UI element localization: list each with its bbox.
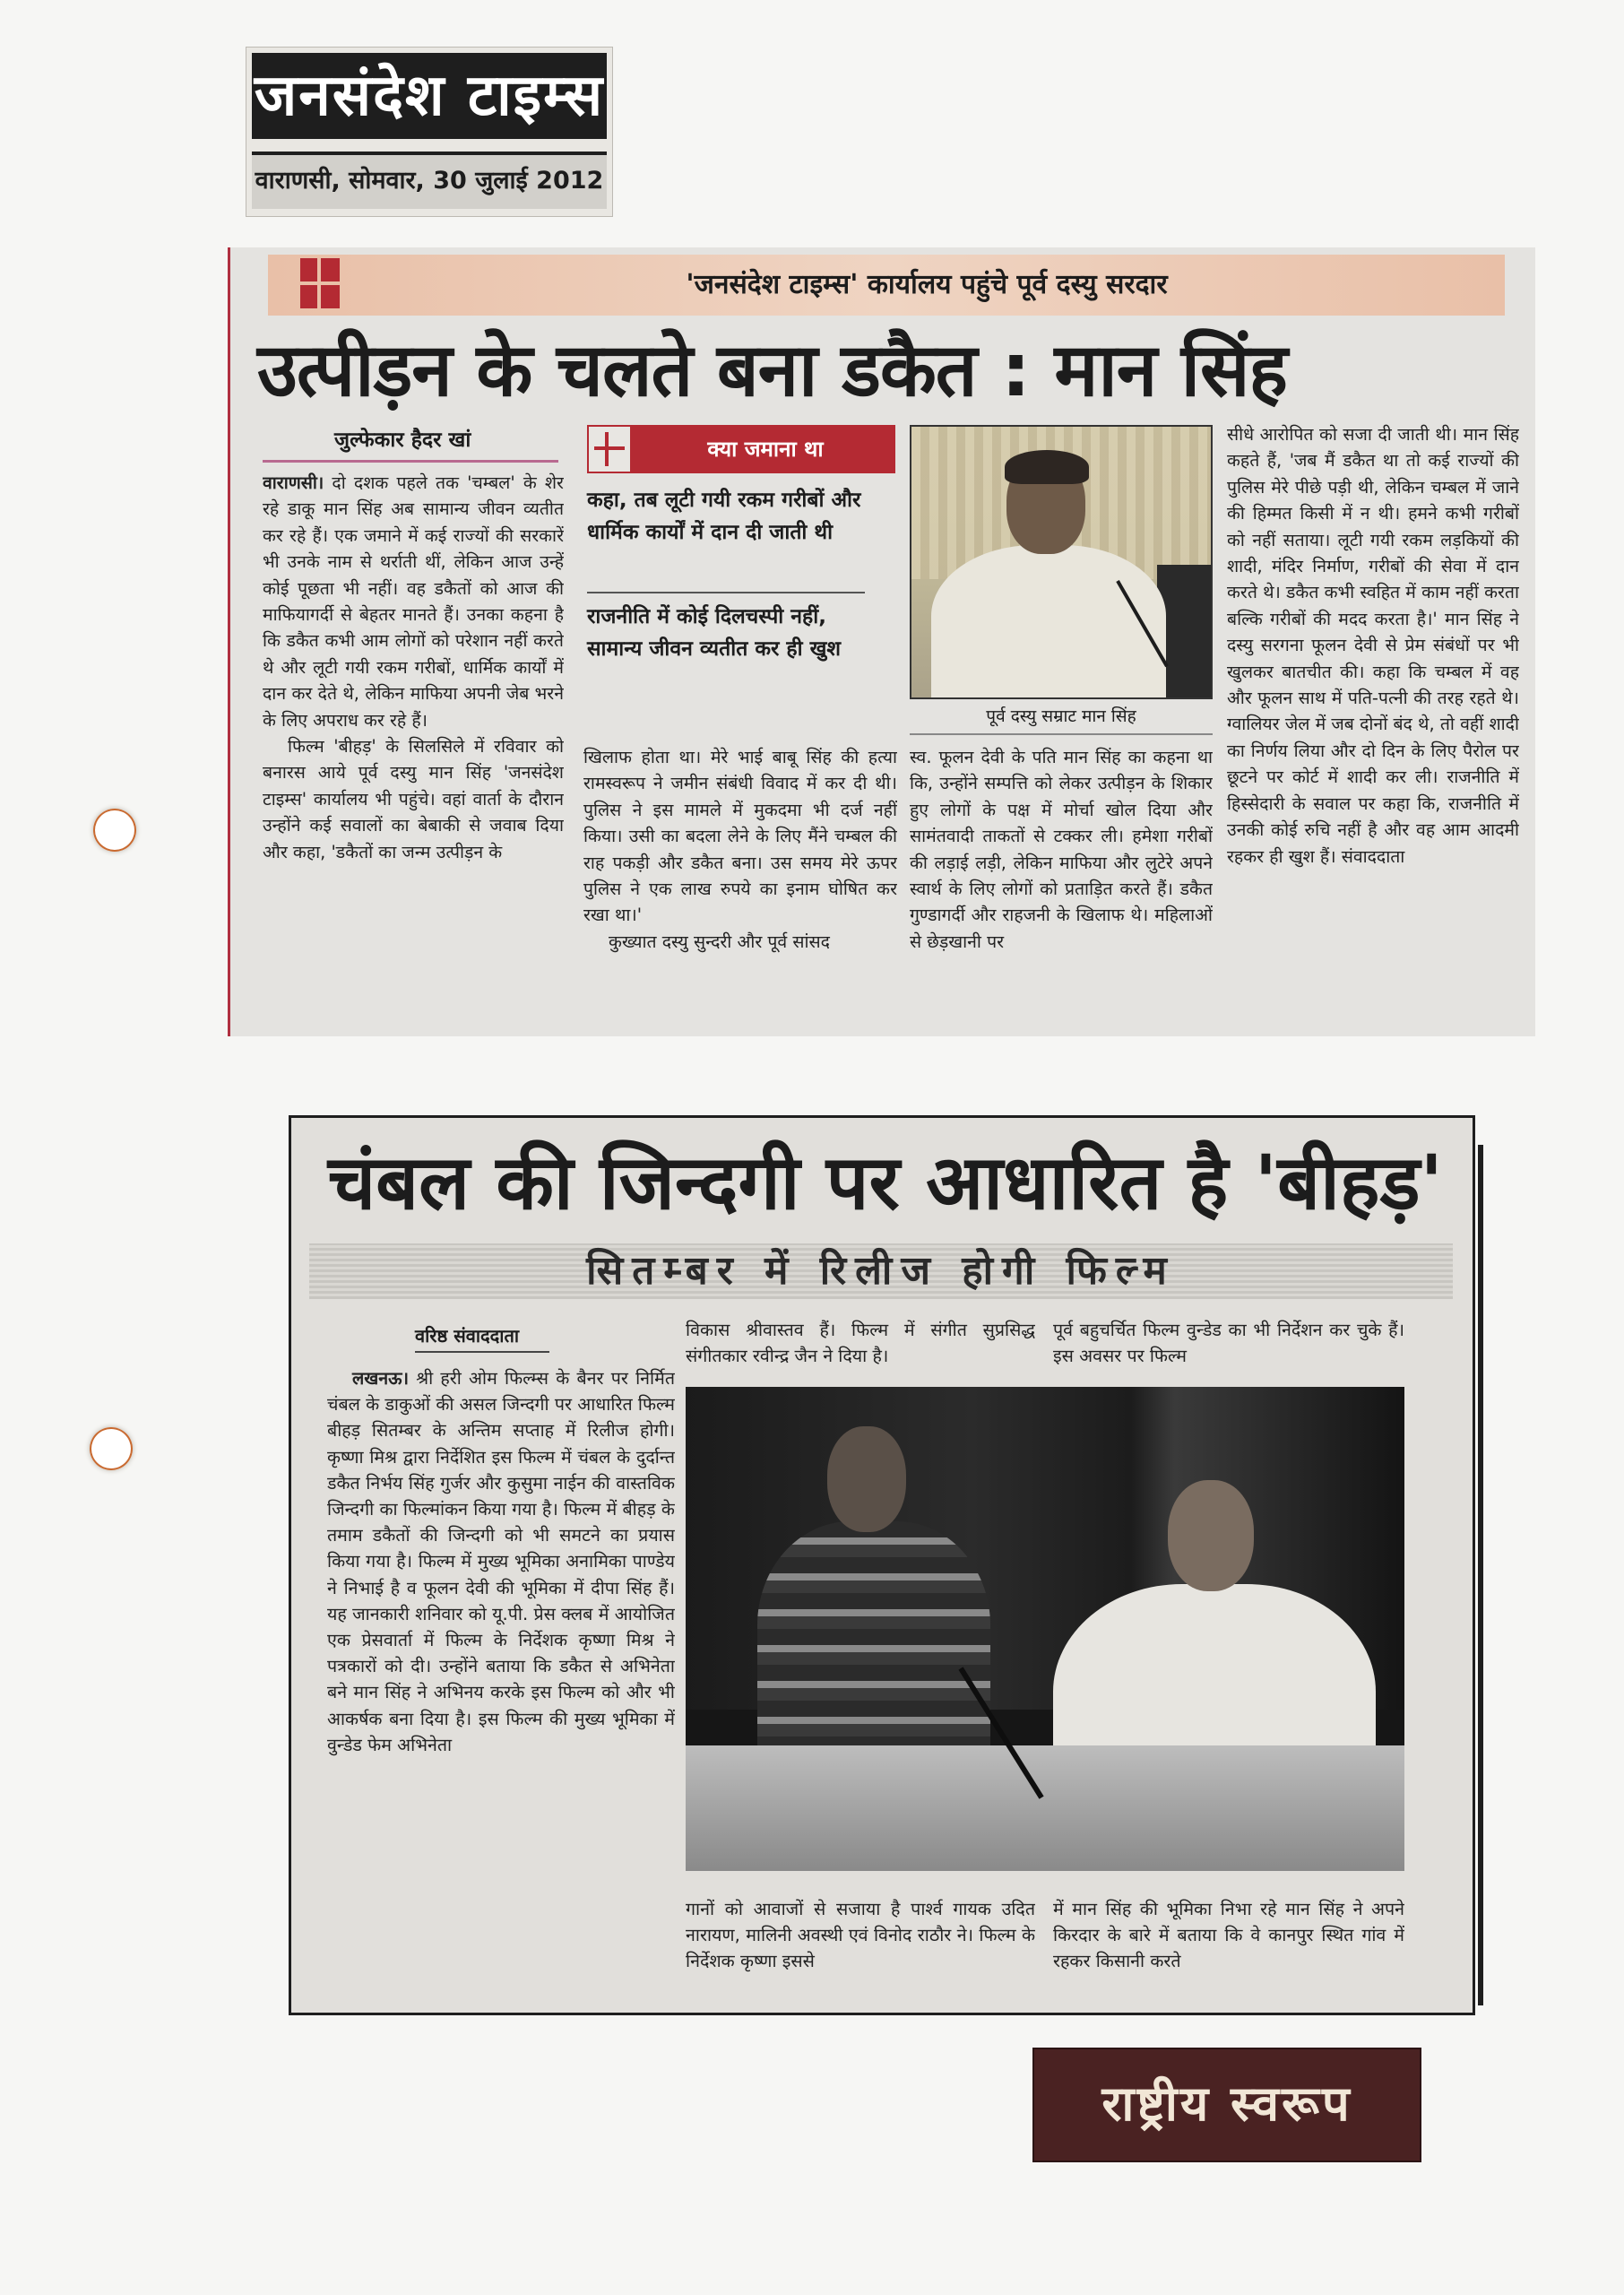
quote-2: राजनीति में कोई दिलचस्पी नहीं, सामान्य जीवन व्यतीत कर ही खुश (587, 605, 842, 661)
masthead-rashtriya-swaroop: राष्ट्रीय स्वरूप (1032, 2048, 1421, 2162)
paragraph: फिल्म 'बीहड़' के सिलसिले में रविवार को बनारस आये पूर्व दस्यु मान सिंह 'जनसंदेश टाइम्स' कार्यालय भी पहुंचे। वहां वार्ता के दौरान उन्होंने कई सवालों का बेबाकी से जवाब दिया और कहा, 'डकैतों का जन्म उत्पीड़न के (263, 736, 564, 862)
section-icon (300, 258, 340, 308)
dateline: वाराणसी, सोमवार, 30 जुलाई 2012 (252, 152, 607, 209)
headline: उत्पीड़न के चलते बना डकैत : मान सिंह (257, 328, 1287, 413)
punch-hole (90, 1427, 133, 1470)
paragraph: स्व. फूलन देवी के पति मान सिंह का कहना था कि, उन्होंने सम्पत्ति को लेकर उत्पीड़न के शिकार हुए लोगों के पक्ष में मोर्चा खोल दिया और सामंतवादी ताकतों से टक्कर ली। हमेशा गरीबों की लड़ाई लड़ी, लेकिन माफिया और लुटेरे अपने स्वार्थ के लिए लोगों को प्रताड़ित करते हैं। डकैत गुण्डागर्दी और राहजनी के खिलाफ थे। महिलाओं से छेड़खानी पर (910, 747, 1213, 952)
photo-caption: पूर्व दस्यु सम्राट मान सिंह (910, 699, 1213, 735)
dateline-lead: वाराणसी। (263, 472, 324, 493)
paragraph: पूर्व बहुचर्चित फिल्म वुन्डेड का भी निर्देशन कर चुके हैं। इस अवसर पर फिल्म (1053, 1320, 1404, 1367)
byline: जुल्फेकार हैदर खां (263, 418, 558, 463)
section-icon (589, 427, 630, 472)
punch-hole (93, 809, 136, 852)
quote-box-title: क्या जमाना था (707, 437, 824, 462)
paragraph: कुख्यात दस्यु सुन्दरी और पूर्व सांसद (609, 931, 830, 952)
article-column-4 (1227, 421, 1519, 1027)
article-column-2-bottom (686, 1896, 1035, 1982)
article-column-2-top (686, 1317, 1035, 1380)
article-column-3 (910, 744, 1213, 1013)
subheadline: सितम्बर में रिलीज होगी फिल्म (309, 1243, 1453, 1299)
paragraph: सीधे आरोपित को सजा दी जाती थी। मान सिंह कहते हैं, 'जब मैं डकैत था तो कई राज्यों की पुलिस मेरे पीछे पड़ी थी, लेकिन चम्बल में जाने की हिम्मत किसी में न थी। हमने कभी गरीबों को नहीं सताया। लूटी गयी रकम लड़कियों की शादी, मंदिर निर्माण, गरीबों की सेवा में दान करते थे। डकैत कभी स्वहित में काम नहीं करता बल्कि गरीबों की मदद करता है।' मान सिंह ने दस्यु सरगना फूलन देवी से प्रेम संबंधों पर भी खुलकर बातचीत की। कहा कि चम्बल में वह और फूलन साथ में पति-पत्नी की तरह रहते थे। ग्वालियर जेल में जब दोनों बंद थे, तो वहीं शादी का निर्णय लिया और दो दिन के लिए पैरोल पर छूटने पर कोर्ट में शादी कर ली। राजनीति में हिस्सेदारी के सवाल पर कहा कि, राजनीति में उनकी कोई रुचि नहीं है और वह आम आदमी रहकर ही खुश हैं। संवाददाता (1227, 424, 1519, 867)
paragraph: विकास श्रीवास्तव हैं। फिल्म में संगीत सुप्रसिद्ध संगीतकार रवीन्द्र जैन ने दिया है। (686, 1320, 1035, 1367)
headline: चंबल की जिन्दगी पर आधारित है 'बीहड़' (327, 1139, 1444, 1226)
article-column-3-top (1053, 1317, 1404, 1380)
photo-man-singh (910, 425, 1213, 699)
quote-box-header (587, 425, 895, 473)
paragraph: गानों को आवाजों से सजाया है पार्श्व गायक उदित नारायण, मालिनी अवस्थी एवं विनोद राठौर ने। फिल्म के निर्देशक कृष्णा इससे (686, 1899, 1035, 1972)
newspaper-name: जनसंदेश टाइम्स (252, 53, 607, 139)
article-clipping-2 (289, 1115, 1475, 2015)
press-conference-photo (686, 1387, 1404, 1871)
article-column-1 (327, 1365, 675, 1984)
quote-box (587, 425, 895, 701)
quote-1: कहा, तब लूटी गयी रकम गरीबों और धार्मिक कार्यों में दान दी जाती थी (587, 489, 861, 544)
article-column-1 (263, 470, 564, 1026)
kicker-bar (268, 255, 1505, 316)
byline: वरिष्ठ संवाददाता (415, 1321, 549, 1353)
paragraph: खिलाफ होता था। मेरे भाई बाबू सिंह की हत्या रामस्वरूप ने जमीन संबंधी विवाद में कर दी थी। पुलिस ने इस मामले में मुकदमा भी दर्ज नहीं किया। उसी का बदला लेने के लिए मैंने चम्बल की राह पकड़ी और डकैत बना। उस समय मेरे ऊपर पुलिस ने एक लाख रुपये का इनाम घोषित कर रखा था।' (583, 747, 897, 926)
article-column-2 (583, 744, 897, 1013)
paragraph: श्री हरी ओम फिल्म्स के बैनर पर निर्मित चंबल के डाकुओं की असल जिन्दगी पर आधारित फिल्म बीहड़ सितम्बर के अन्तिम सप्ताह में रिलीज होगी। कृष्णा मिश्र द्वारा निर्देशित इस फिल्म में चंबल के दुर्दान्त डकैत निर्भय सिंह गुर्जर और कुसुमा नाईन की वास्तविक जिन्दगी का फिल्मांकन किया गया है। फिल्म में बीहड़ के तमाम डकैतों की जिन्दगी को भी समटने का प्रयास किया गया है। फिल्म में मुख्य भूमिका अनामिका पाण्डेय ने निभाई है व फूलन देवी की भूमिका में दीपा सिंह हैं। यह जानकारी शनिवार को यू.पी. प्रेस क्लब में आयोजित एक प्रेसवार्ता में फिल्म के निर्देशक कृष्णा मिश्र ने पत्रकारों को दी। उन्होंने बताया कि डकैत से अभिनेता बने मान सिंह ने अभिनय करके इस फिल्म को और भी आकर्षक बना दिया है। इस फिल्म की मुख्य भूमिका में वुन्डेड फेम अभिनेता (327, 1368, 675, 1755)
paragraph: दो दशक पहले तक 'चम्बल' के शेर रहे डाकू मान सिंह अब सामान्य जीवन व्यतीत कर रहे हैं। एक जमाने में कई राज्यों की सरकारें भी उनके नाम से थर्राती थीं, लेकिन आज उन्हें कोई पूछता भी नहीं। वह डकैतों को आज की माफियागर्दी से बेहतर मानते हैं। उनका कहना है कि डकैत कभी आम लोगों को परेशान नहीं करते थे और लूटी गयी रकम गरीबों, धार्मिक कार्यों में दान कर देते थे, लेकिन माफिया अपनी जेब भरने के लिए अपराध कर रहे हैं। (263, 472, 564, 731)
masthead-janasandesh (246, 47, 613, 217)
article-column-3-bottom (1053, 1896, 1404, 1982)
divider (587, 592, 865, 593)
kicker-text: 'जनसंदेश टाइम्स' कार्यालय पहुंचे पूर्व दस्यु सरदार (686, 269, 1168, 300)
article-clipping-1 (228, 247, 1535, 1036)
dateline-lead: लखनऊ। (352, 1368, 409, 1389)
paragraph: में मान सिंह की भूमिका निभा रहे मान सिंह ने अपने किरदार के बारे में बताया कि वे कानपुर स्थित गांव में रहकर किसानी करते (1053, 1899, 1404, 1972)
